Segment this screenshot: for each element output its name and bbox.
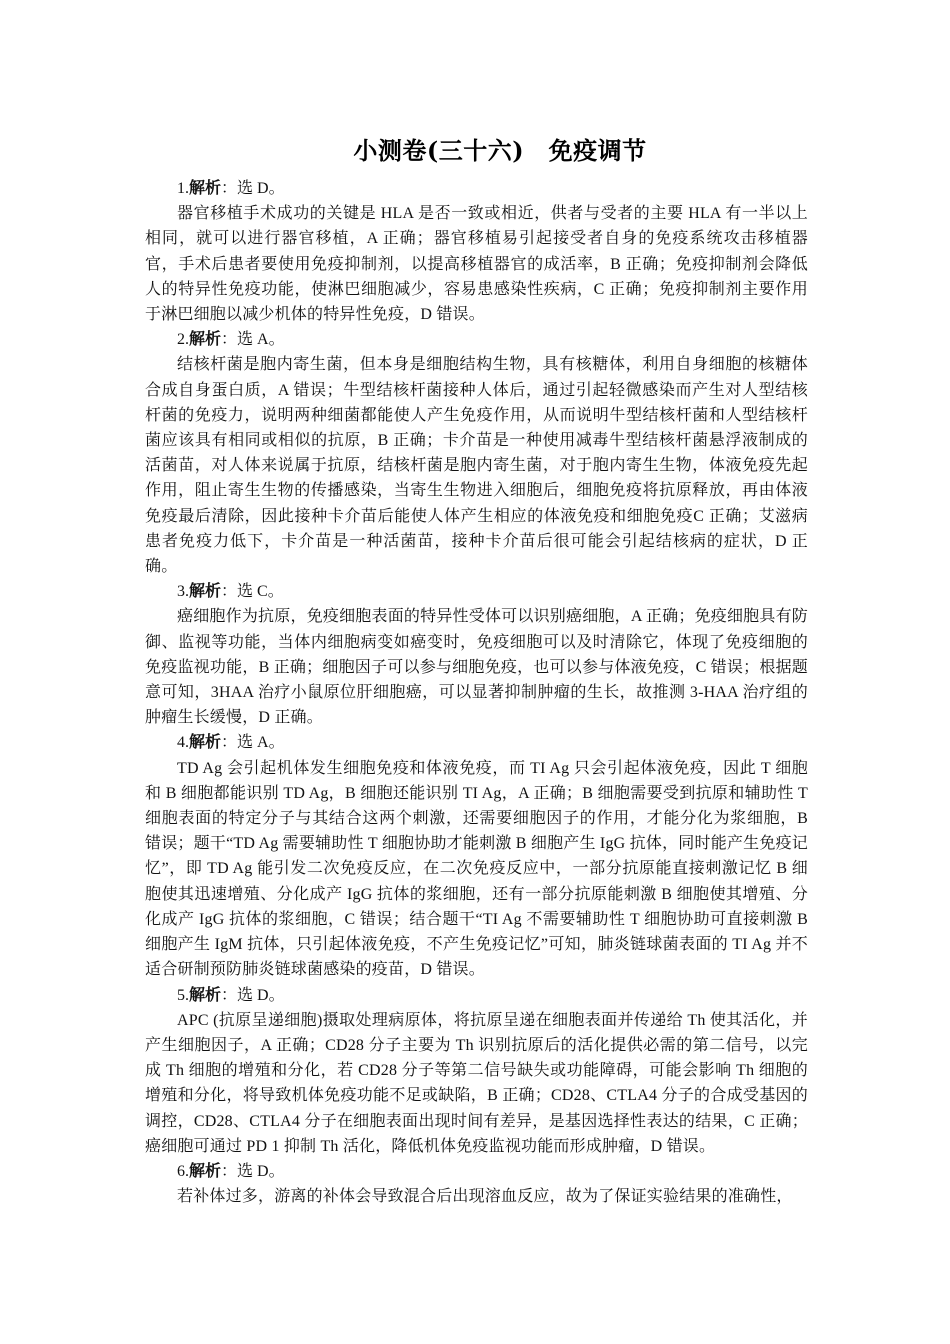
page-title: 小测卷(三十六) 免疫调节 — [353, 136, 647, 165]
analysis-label: 解析 — [189, 734, 222, 752]
explanation-paragraph-4: TD Ag 会引起机体发生细胞免疫和体液免疫，而 TI Ag 只会引起体液免疫，因此 T 细胞和 B 细胞都能识别 TD Ag，B 细胞还能识别 TI Ag，A 正确；B 细胞需要受到抗原和辅助性 T 细胞表面的特定分子与其结合这两个刺激，还需要细胞因子的作用，才能分化为浆细胞，B 错误；题干“TD Ag 需要辅助性 T 细胞协助才能刺激 B 细胞产生 IgG 抗体，同时能产生免疫记忆”，即 TD Ag 能引发二次免疫反应，在二次免疫反应中，一部分抗原能直接刺激记忆 B 细胞使其迅速增殖、分化成产 IgG 抗体的浆细胞，还有一部分抗原能刺激 B 细胞使其增殖、分化成产 IgG 抗体的浆细胞，C 错误；结合题干“TI Ag 不需要辅助性 T 细胞协助可直接刺激 B 细胞产生 IgM 抗体，只引起体液免疫，不产生免疫记忆”可知，肺炎链球菌表面的 TI Ag 并不适合研制预防肺炎链球菌感染的疫苗，D 错误。 — [145, 759, 808, 979]
analysis-label: 解析 — [189, 331, 222, 349]
question-number: 5. — [177, 986, 189, 1004]
question-number: 4. — [177, 734, 189, 752]
answer-choice: ：选 A。 — [221, 331, 285, 349]
explanation-paragraph-1: 器官移植手术成功的关键是 HLA 是否一致或相近，供者与受者的主要 HLA 有一半以上相同，就可以进行器官移植，A 正确；器官移植易引起接受者自身的免疫系统攻击移植器官，手术后患者要使用免疫抑制剂，以提高移植器官的成活率，B 正确；免疫抑制剂会降低人的特异性免疫功能，使淋巴细胞减少，容易患感染性疾病，C 正确；免疫抑制剂主要作用于淋巴细胞以减少机体的特异性免疫，D 错误。 — [145, 205, 808, 324]
answer-choice: ：选 D。 — [221, 1162, 285, 1180]
answer-heading-4 — [145, 730, 808, 755]
answer-heading-6 — [145, 1159, 808, 1184]
answer-heading-2 — [145, 327, 808, 352]
explanation-paragraph-2: 结核杆菌是胞内寄生菌，但本身是细胞结构生物，具有核糖体，利用自身细胞的核糖体合成自身蛋白质，A 错误；牛型结核杆菌接种人体后，通过引起轻微感染而产生对人型结核杆菌的免疫力，说明两种细菌都能使人产生免疫作用，从而说明牛型结核杆菌和人型结核杆菌应该具有相同或相似的抗原，B 正确；卡介苗是一种使用减毒牛型结核杆菌悬浮液制成的活菌苗，对人体来说属于抗原，结核杆菌是胞内寄生菌，对于胞内寄生生物，体液免疫先起作用，阻止寄生生物的传播感染，当寄生生物进入细胞后，细胞免疫将抗原释放，再由体液免疫最后清除，因此接种卡介苗后能使人体产生相应的体液免疫和细胞免疫C 正确；艾滋病患者免疫力低下，卡介苗是一种活菌苗，接种卡介苗后很可能会引起结核病的症状，D 正确。 — [145, 356, 808, 576]
question-number: 1. — [177, 180, 189, 197]
explanation-paragraph-6: 若补体过多，游离的补体会导致混合后出现溶血反应，故为了保证实验结果的准确性， — [177, 1188, 793, 1206]
answer-explanations — [145, 176, 808, 1209]
answer-choice: ：选 C。 — [221, 583, 284, 601]
question-number: 2. — [177, 331, 189, 349]
answer-heading-3 — [145, 579, 808, 604]
answer-choice: ：选 D。 — [221, 986, 285, 1004]
analysis-label: 解析 — [189, 583, 222, 601]
question-number: 6. — [177, 1162, 189, 1180]
analysis-label: 解析 — [189, 180, 222, 197]
answer-heading-1 — [145, 176, 808, 201]
answer-heading-5 — [145, 983, 808, 1008]
explanation-paragraph-3: 癌细胞作为抗原，免疫细胞表面的特异性受体可以识别癌细胞，A 正确；免疫细胞具有防御、监视等功能，当体内细胞病变如癌变时，免疫细胞可以及时清除它，体现了免疫细胞的免疫监视功能，B 正确；细胞因子可以参与细胞免疫，也可以参与体液免疫，C 错误；根据题意可知，3HAA 治疗小鼠原位肝细胞癌，可以显著抑制肿瘤的生长，故推测 3-HAA 治疗组的肿瘤生长缓慢，D 正确。 — [145, 608, 808, 727]
analysis-label: 解析 — [189, 986, 222, 1004]
answer-choice: ：选 D。 — [221, 180, 285, 197]
analysis-label: 解析 — [189, 1162, 222, 1180]
answer-choice: ：选 A。 — [221, 734, 285, 752]
question-number: 3. — [177, 583, 189, 601]
explanation-paragraph-5: APC (抗原呈递细胞)摄取处理病原体，将抗原呈递在细胞表面并传递给 Th 使其活化，并产生细胞因子，A 正确；CD28 分子主要为 Th 识别抗原后的活化提供必需的第二信号，以完成 Th 细胞的增殖和分化，若 CD28 分子等第二信号缺失或功能障碍，可能会影响 Th 细胞的增殖和分化，将导致机体免疫功能不足或缺陷，B 正确；CD28、CTLA4 分子的合成受基因的调控，CD28、CTLA4 分子在细胞表面出现时间有差异，是基因选择性表达的结果，C 正确；癌细胞可通过 PD 1 抑制 Th 活化，降低机体免疫监视功能而形成肿瘤，D 错误。 — [145, 1011, 808, 1155]
